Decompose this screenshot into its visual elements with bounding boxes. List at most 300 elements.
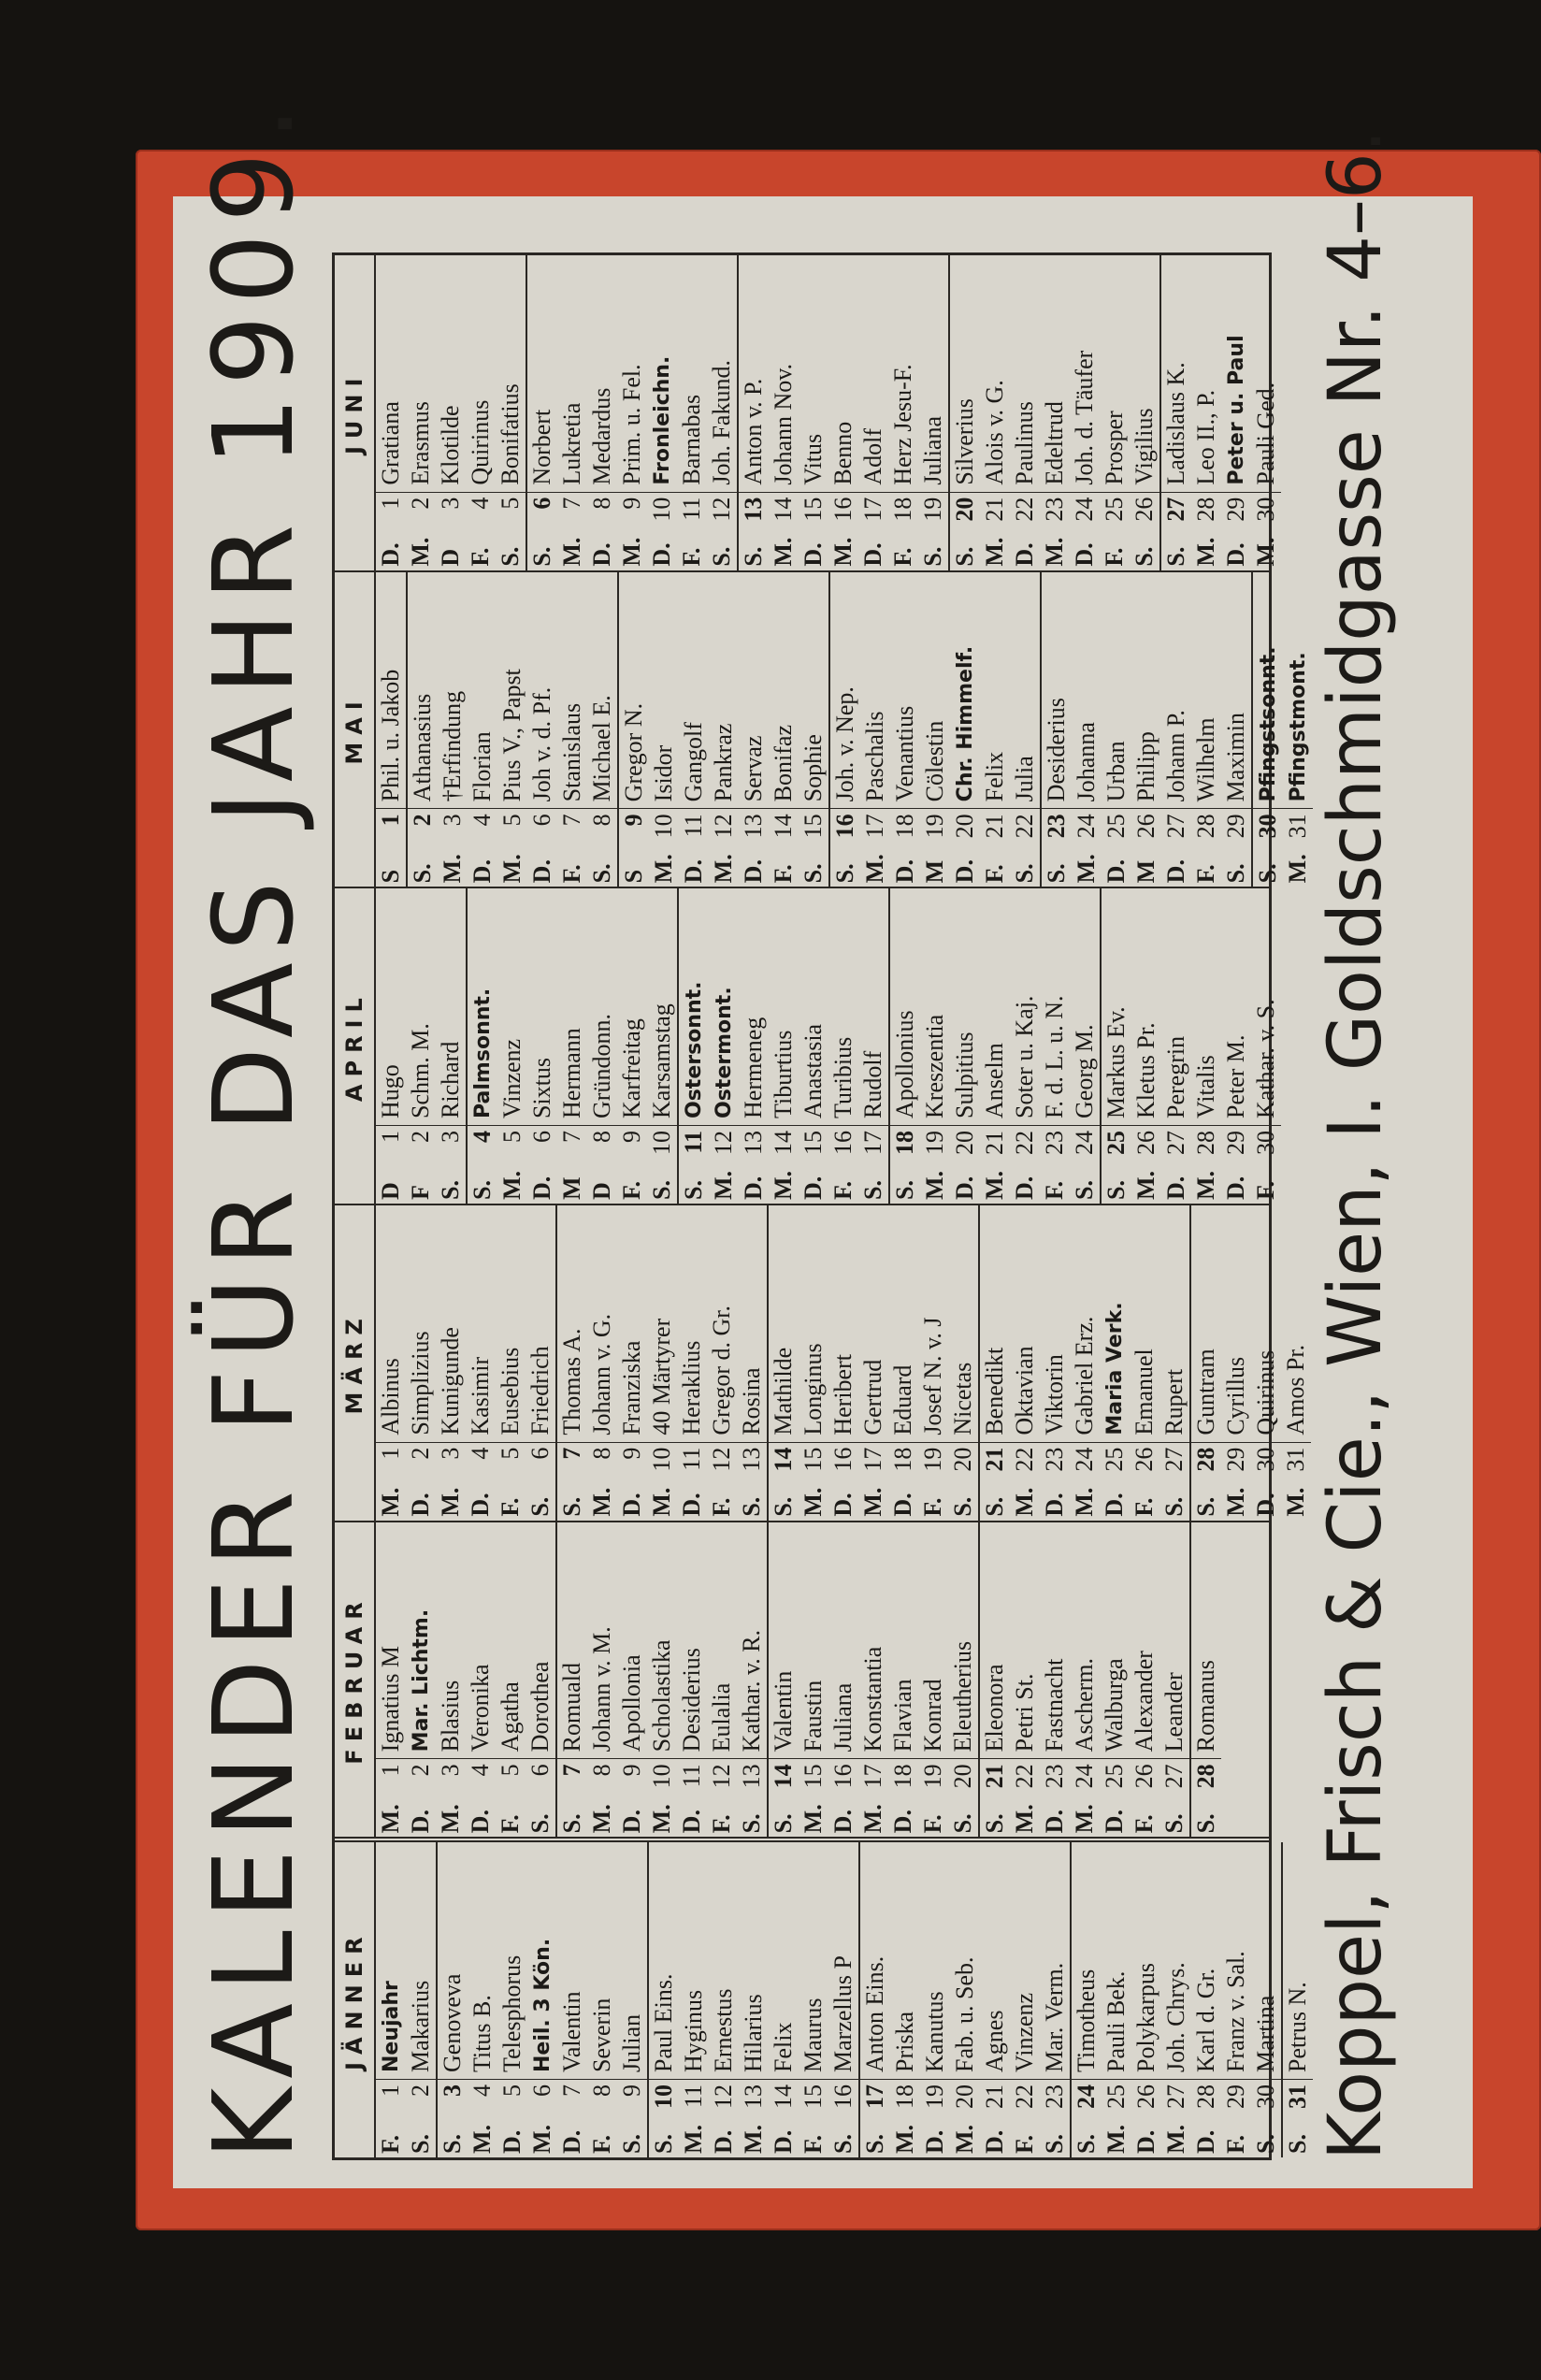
month-grid [332,252,1311,2160]
weekday: D. [467,1493,494,1517]
saint-name: Longinus [799,1343,827,1435]
weekday: S. [951,546,978,567]
weekday: M. [648,1804,675,1834]
weekday: D. [889,1493,916,1517]
day-row [1130,1522,1159,1838]
weekday: D. [680,859,707,884]
day-number: 16 [828,2079,858,2114]
day-number: 25 [1100,1758,1130,1794]
day-number: 17 [858,492,888,527]
saint-name: Fab. u. Seb. [951,1956,978,2072]
saint-name: Cyrillus [1222,1356,1249,1435]
week-block [557,1522,769,1838]
weekday: D. [678,1810,705,1834]
weekday: D. [467,1810,494,1834]
saint-name: Ascherm. [1071,1657,1098,1753]
day-number: 15 [799,492,828,527]
weekday: S. [1160,1496,1188,1517]
day-row [828,1205,858,1521]
day-row [1040,1842,1070,2157]
saint-name: Hyginus [680,1989,707,2072]
saint-name: Quirinus [1252,1349,1279,1435]
saint-name: Chr. Himmelf. [953,645,977,802]
weekday: M. [1041,537,1068,567]
week-block [649,1842,860,2157]
saint-name: Eduard [889,1364,916,1435]
day-row [408,572,438,887]
saint-name: Romanus [1192,1660,1219,1753]
day-number: 12 [707,1442,737,1478]
day-row [828,888,858,1204]
day-row [888,1205,918,1521]
day-number: 2 [406,492,436,527]
weekday: M [921,859,948,884]
weekday: F. [919,1497,946,1517]
weekday: S. [439,2134,466,2154]
saint-name: Faustin [799,1680,827,1753]
day-row [376,572,406,887]
saint-name: Bonifatius [497,383,524,485]
day-number: 9 [619,808,649,844]
saint-name: Heribert [829,1354,857,1435]
day-number: 27 [1161,492,1191,527]
week-block [376,1842,438,2157]
saint-name: Polykarpus [1132,1963,1159,2072]
week-block [769,1522,980,1838]
saint-name: Prim. u. Fel. [618,364,645,485]
weekday: F [407,1185,434,1200]
day-row [466,255,496,570]
weekday: M. [1011,1804,1038,1834]
day-number: 5 [497,1125,527,1161]
day-row [617,888,647,1204]
weekday: D. [921,2129,948,2154]
saint-name: Isidor [650,744,677,802]
weekday: S [377,869,404,884]
week-block [438,1842,649,2157]
day-number: 28 [1191,492,1221,527]
weekday: F. [1192,864,1219,884]
saint-name: Anastasia [799,1023,827,1118]
day-row [1253,572,1283,887]
weekday: M. [981,537,1008,567]
day-number: 8 [587,2079,617,2114]
weekday: M. [1071,1487,1098,1517]
saint-name: Apollonia [618,1654,645,1753]
weekday: D. [618,1493,645,1517]
saint-name: Kathar. v. S. [1252,999,1279,1118]
weekday: S. [981,1813,1008,1834]
day-number: 16 [828,492,858,527]
day-row [1010,572,1040,887]
day-row [1130,1205,1159,1521]
day-number: 17 [858,1758,888,1794]
saint-name: Agnes [981,2010,1008,2072]
day-row [617,1205,647,1521]
day-row [587,888,617,1204]
saint-name: Marzellus P [829,1955,857,2072]
day-row [376,1842,406,2157]
day-row [677,255,707,570]
day-number: 10 [647,492,677,527]
week-block [376,1522,557,1838]
day-row [1251,888,1281,1204]
weekday: S. [528,546,555,567]
weekday: F. [1131,1814,1158,1834]
day-row [858,888,888,1204]
weekday: F. [377,2135,404,2154]
weekday: M. [377,1804,404,1834]
day-number: 26 [1130,1442,1159,1478]
weekday: S. [1284,2134,1311,2154]
day-number: 26 [1131,1125,1161,1161]
month-column [335,255,1279,570]
day-row [858,1205,888,1521]
weekday: D. [740,859,767,884]
day-row [1191,1522,1221,1838]
weekday: M. [799,1487,827,1517]
day-row [526,1205,555,1521]
day-number: 1 [376,2079,406,2114]
saint-name: Blasius [437,1680,464,1753]
saint-name: Maria Verk. [1102,1302,1127,1435]
weekday: S. [708,546,735,567]
weekday: F. [799,2135,827,2154]
saint-name: Pfingstsonnt. [1256,646,1280,802]
day-number: 27 [1161,1125,1191,1161]
saint-name: Agatha [497,1681,524,1753]
day-number: 2 [408,808,438,844]
weekday: S. [949,1496,976,1517]
day-number: 15 [799,1758,828,1794]
month-column [335,887,1279,1204]
weekday: S. [1041,2134,1068,2154]
calendar-title: KALENDER FÜR DAS JAHR 1909. [189,94,318,2160]
day-row [739,888,769,1204]
day-row [769,1522,799,1838]
weekday: S. [770,1496,797,1517]
weekday: S. [891,1180,918,1200]
weekday: D. [648,542,675,567]
day-row [1010,1205,1040,1521]
day-row [587,1205,617,1521]
weekday: S. [738,1496,765,1517]
saint-name: Johann Nov. [770,363,797,485]
weekday: D. [1101,1810,1128,1834]
day-row [497,1842,527,2157]
day-number: 24 [1070,1442,1100,1478]
saint-name: Peter u. Paul [1224,335,1248,485]
day-row [799,255,828,570]
weekday: S. [407,2134,434,2154]
day-number: 16 [828,1125,858,1161]
day-row [468,888,497,1204]
day-number: 23 [1040,1125,1070,1161]
weekday: D. [1222,542,1249,567]
day-row [497,888,527,1204]
publisher-footer: Koppel, Frisch & Cie., Wien, I. Goldschmidgasse Nr. 4–6. [1314,129,1398,2160]
day-row [769,1205,799,1521]
saint-name: Eleutherius [949,1640,976,1753]
week-block [376,572,408,887]
day-row [1010,1842,1040,2157]
saint-name: Gabriel Erz. [1071,1316,1098,1435]
weekday: D. [558,2129,585,2154]
day-row [1221,888,1251,1204]
day-row [1010,1522,1040,1838]
saint-name: Severin [588,1998,615,2072]
week-block [376,1205,557,1521]
day-number: 3 [438,808,468,844]
day-number: 5 [496,492,526,527]
saint-name: Valentin [770,1670,797,1753]
saint-name: Philipp [1132,731,1159,802]
day-row [679,572,709,887]
day-number: 26 [1130,1758,1159,1794]
day-row [1040,255,1070,570]
saint-name: Sophie [799,734,827,802]
saint-name: Simplizius [407,1331,434,1435]
weekday: D. [981,2129,1008,2154]
day-number: 17 [860,808,890,844]
weekday: S. [1254,863,1281,884]
day-number: 18 [890,808,920,844]
day-row [799,1842,828,2157]
day-number: 11 [679,1125,709,1161]
day-number: 29 [1221,1125,1251,1161]
day-row [769,255,799,570]
day-number: 6 [527,1125,557,1161]
saint-name: Vigilius [1131,408,1158,485]
day-number: 1 [376,1758,406,1794]
weekday: S. [526,1813,554,1834]
weekday: M. [1102,2124,1130,2154]
week-block [1161,255,1281,570]
saint-name: Paschalis [861,711,888,802]
weekday: S. [588,863,615,884]
day-number: 15 [799,2079,828,2114]
weekday: M. [859,1804,886,1834]
day-number: 26 [1131,808,1161,844]
day-row [950,572,980,887]
saint-name: Quirinus [467,399,494,485]
saint-name: Albinus [377,1358,404,1435]
day-number: 5 [497,2079,527,2114]
day-row [1221,1842,1251,2157]
day-row [828,255,858,570]
weekday: F. [889,547,916,567]
day-row [1221,572,1251,887]
day-number: 18 [890,1125,920,1161]
week-block [527,255,739,570]
day-number: 9 [617,2079,647,2114]
saint-name: Cölestin [921,720,948,802]
day-row [1251,255,1281,570]
saint-name: Pfingstmont. [1286,652,1310,802]
day-row [1161,255,1191,570]
day-row [980,1842,1010,2157]
day-number: 10 [649,2079,679,2114]
weekday: M. [407,537,434,567]
day-number: 8 [587,1125,617,1161]
weekday: D. [1222,1176,1249,1200]
month-column [335,1521,1269,1838]
day-row [677,1522,707,1838]
saint-name: Genoveva [439,1973,466,2072]
day-number: 21 [980,492,1010,527]
day-number: 27 [1161,808,1191,844]
week-block [980,1205,1191,1521]
saint-name: Romuald [558,1662,585,1753]
saint-name: Herz Jesu-F. [889,364,916,485]
weekday: S. [1043,863,1070,884]
day-row [980,888,1010,1204]
day-row [920,888,950,1204]
weekday: S. [861,2134,888,2154]
saint-name: Medardus [588,387,615,485]
weekday: D. [377,542,404,567]
day-number: 7 [557,1442,587,1478]
saint-name: Gregor d. Gr. [708,1305,735,1435]
week-block [619,572,830,887]
day-row [436,1205,466,1521]
saint-name: Rosina [738,1367,765,1435]
day-row [557,888,587,1204]
saint-name: Tiburtius [770,1030,797,1118]
day-row [828,1842,858,2157]
month-name: JÄNNER [335,1842,376,2157]
weekday: M. [740,2124,767,2154]
day-row [709,888,739,1204]
day-row [466,1522,496,1838]
day-number: 25 [1102,2079,1131,2114]
day-number: 20 [950,1125,980,1161]
day-row [436,888,466,1204]
saint-name: Pius V., Papst [498,669,526,802]
day-row [739,255,769,570]
weekday: D. [618,1810,645,1834]
day-number: 4 [466,1758,496,1794]
day-row [980,1522,1010,1838]
saint-name: Konstantia [859,1646,886,1753]
saint-name: Leo II., P. [1192,389,1219,485]
weekday: F. [708,1814,735,1834]
saint-name: Heraklius [678,1340,705,1435]
day-number: 17 [858,1125,888,1161]
saint-name: Martina [1252,1995,1279,2072]
day-number: 9 [617,492,647,527]
day-number: 11 [679,2079,709,2114]
day-number: 7 [557,492,587,527]
day-row [890,888,920,1204]
day-row [799,1205,828,1521]
month-name: JUNI [335,255,376,570]
day-number: 29 [1221,1442,1251,1478]
weekday: M. [468,2124,496,2154]
weekday: M [558,1176,585,1200]
day-number: 29 [1221,2079,1251,2114]
day-row [737,1205,767,1521]
day-number: 3 [436,492,466,527]
day-row [799,572,828,887]
saint-name: Markus Ev. [1102,1006,1130,1118]
saint-name: Konrad [919,1679,946,1753]
day-number: 19 [918,1442,948,1478]
saint-name: Veronika [467,1664,494,1753]
saint-name: Dorothea [526,1661,554,1753]
day-number: 21 [980,808,1010,844]
day-row [707,1205,737,1521]
weekday: F. [1252,1180,1279,1200]
weekday: S. [1192,1496,1219,1517]
day-number: 14 [769,808,799,844]
day-row [1072,572,1102,887]
day-number: 11 [677,1442,707,1478]
saint-name: Mar. Lichtm. [409,1608,433,1753]
day-row [376,1522,406,1838]
day-number: 23 [1040,1758,1070,1794]
day-number: 23 [1040,2079,1070,2114]
weekday: M. [528,2124,555,2154]
day-number: 29 [1221,808,1251,844]
weekday: F. [1101,547,1128,567]
day-row [1010,888,1040,1204]
day-row [1100,255,1130,570]
day-row [1102,572,1131,887]
saint-name: Julian [618,2013,645,2072]
weekday: S. [859,1180,886,1200]
weekday: S. [919,546,946,567]
weekday: D. [588,542,615,567]
weekday: S. [831,863,858,884]
weekday: F. [678,547,705,567]
day-number: 1 [376,492,406,527]
weekday: S. [497,546,524,567]
week-block [950,255,1161,570]
day-number: 14 [769,1442,799,1478]
weekday: S. [1222,863,1249,884]
day-row [950,1842,980,2157]
weekday: F. [497,1497,524,1517]
month-name: MAI [335,572,376,887]
weekday: S. [1252,2134,1279,2154]
saint-name: Fronleichn. [650,355,674,485]
day-row [1102,888,1131,1204]
day-number: 9 [617,1442,647,1478]
day-row [980,572,1010,887]
day-row [799,1522,828,1838]
weekday: F. [1131,1497,1158,1517]
saint-name: Vitalis [1192,1055,1219,1118]
saint-name: Georg M. [1071,1024,1098,1118]
weekday: M. [680,2124,707,2154]
day-number: 23 [1040,492,1070,527]
day-number: 21 [980,1758,1010,1794]
day-row [1221,1205,1251,1521]
saint-name: Maximin [1222,712,1249,802]
week-block [1102,888,1281,1204]
day-number: 20 [948,1442,978,1478]
saint-name: Joh. Fakund. [708,360,735,485]
day-row [647,1205,677,1521]
weekday: M. [1282,1487,1309,1517]
weekday: D. [829,1810,857,1834]
weekday: S. [799,863,827,884]
day-number: 24 [1070,1125,1100,1161]
saint-name: Karfreitag [618,1018,645,1118]
day-number: 8 [587,492,617,527]
weekday: D. [710,2129,737,2154]
